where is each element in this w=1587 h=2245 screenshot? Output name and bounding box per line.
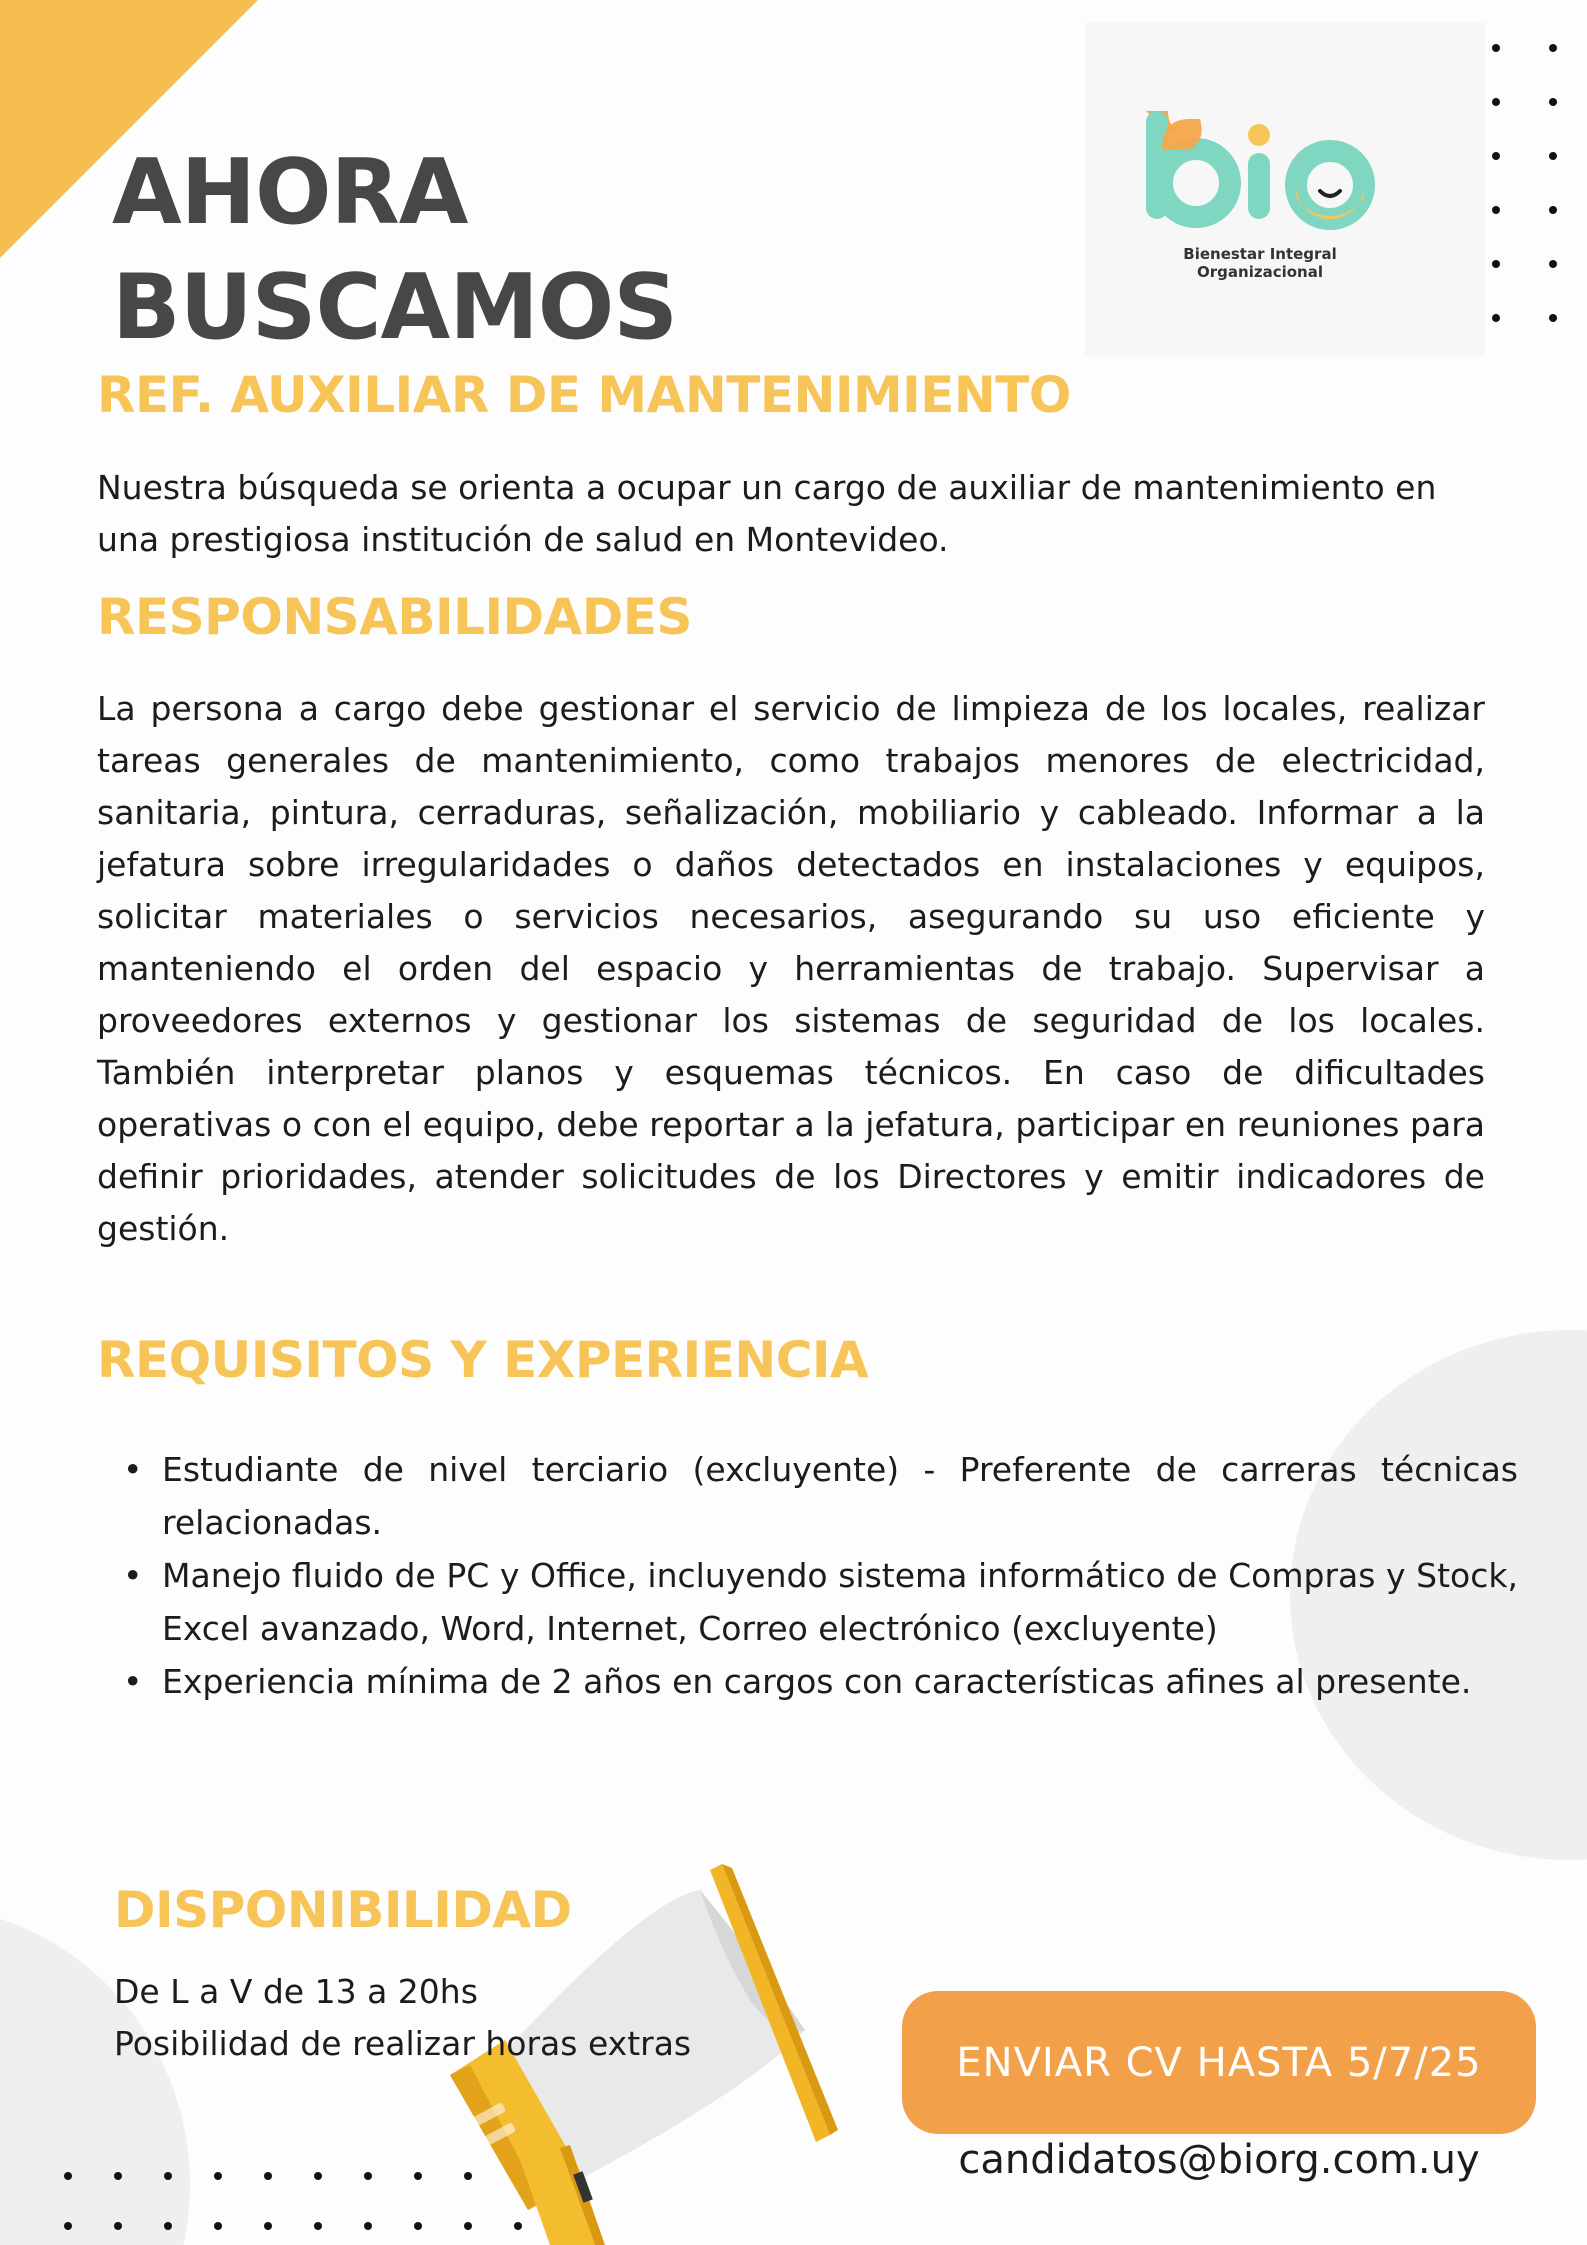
dot [264,2172,272,2180]
dot [1549,260,1557,268]
send-cv-button[interactable]: ENVIAR CV HASTA 5/7/25 [902,1991,1536,2134]
dot [364,2172,372,2180]
dot [1492,314,1500,322]
dot [1549,314,1557,322]
dot [1492,44,1500,52]
dot [264,2222,272,2230]
reference-title: REF. AUXILIAR DE MANTENIMIENTO [97,366,1071,424]
dot [314,2172,322,2180]
requirement-item: • Manejo fluido de PC y Office, incluyendo sistema informático de Compras y Stock, Excel avanzado, Word, Internet, Correo electrónico (excluyente) [115,1549,1518,1655]
dot [1549,206,1557,214]
background-circle-left [0,1905,190,2245]
hero-line2: BUSCAMOS [112,255,678,360]
dot [214,2172,222,2180]
dot [64,2222,72,2230]
hero-line1: AHORA [112,140,468,245]
requirements-title: REQUISITOS Y EXPERIENCIA [97,1331,869,1389]
dot [214,2222,222,2230]
availability-line1: De L a V de 13 a 20hs [114,1972,478,2011]
logo-caption-line1: Bienestar Integral [1183,245,1337,263]
dot [164,2222,172,2230]
hero-title [112,135,677,365]
dot [364,2222,372,2230]
reference-text: Nuestra búsqueda se orienta a ocupar un cargo de auxiliar de mantenimiento en una prestigiosa institución de salud en Montevideo. [97,468,1437,559]
dot [114,2222,122,2230]
dot [314,2222,322,2230]
dot [1492,152,1500,160]
dot [1549,152,1557,160]
availability-line2: Posibilidad de realizar horas extras [114,2024,692,2063]
logo-caption [1140,245,1380,281]
dot [1492,206,1500,214]
requirements-list [115,1443,1518,1708]
responsibilities-text: La persona a cargo debe gestionar el servicio de limpieza de los locales, realizar tareas generales de mantenimiento, como trabajos menores de electricidad, sanitaria, pintura, cerraduras, señalización, mobiliario y cableado. Informar a la jefatura sobre irregularidades o daños detectados en instalaciones y equipos, solicitar materiales o servicios necesarios, asegurando su uso eficiente y manteniendo el orden del espacio y herramientas de trabajo. Supervisar a proveedores externos y gestionar los sistemas de seguridad de los locales. También interpretar planos y esquemas técnicos. En caso de dificultades operativas o con el equipo, debe reportar a la jefatura, participar en reuniones para definir prioridades, atender solicitudes de los Directores y emitir indicadores de gestión. [97,689,1485,1248]
contact-email[interactable]: candidatos@biorg.com.uy [958,2137,1480,2183]
dot [64,2172,72,2180]
availability-title: DISPONIBILIDAD [114,1881,572,1939]
dot [114,2172,122,2180]
dot [1549,98,1557,106]
logo-caption-line2: Organizacional [1197,263,1323,281]
requirement-item: • Experiencia mínima de 2 años en cargos con características afines al presente. [115,1655,1518,1708]
dot [164,2172,172,2180]
dot [1492,98,1500,106]
availability-text [114,1966,691,2070]
dot [1549,44,1557,52]
responsibilities-title: RESPONSABILIDADES [97,588,692,646]
dot [1492,260,1500,268]
requirement-item: • Estudiante de nivel terciario (excluyente) - Preferente de carreras técnicas relacionadas. [115,1443,1518,1549]
